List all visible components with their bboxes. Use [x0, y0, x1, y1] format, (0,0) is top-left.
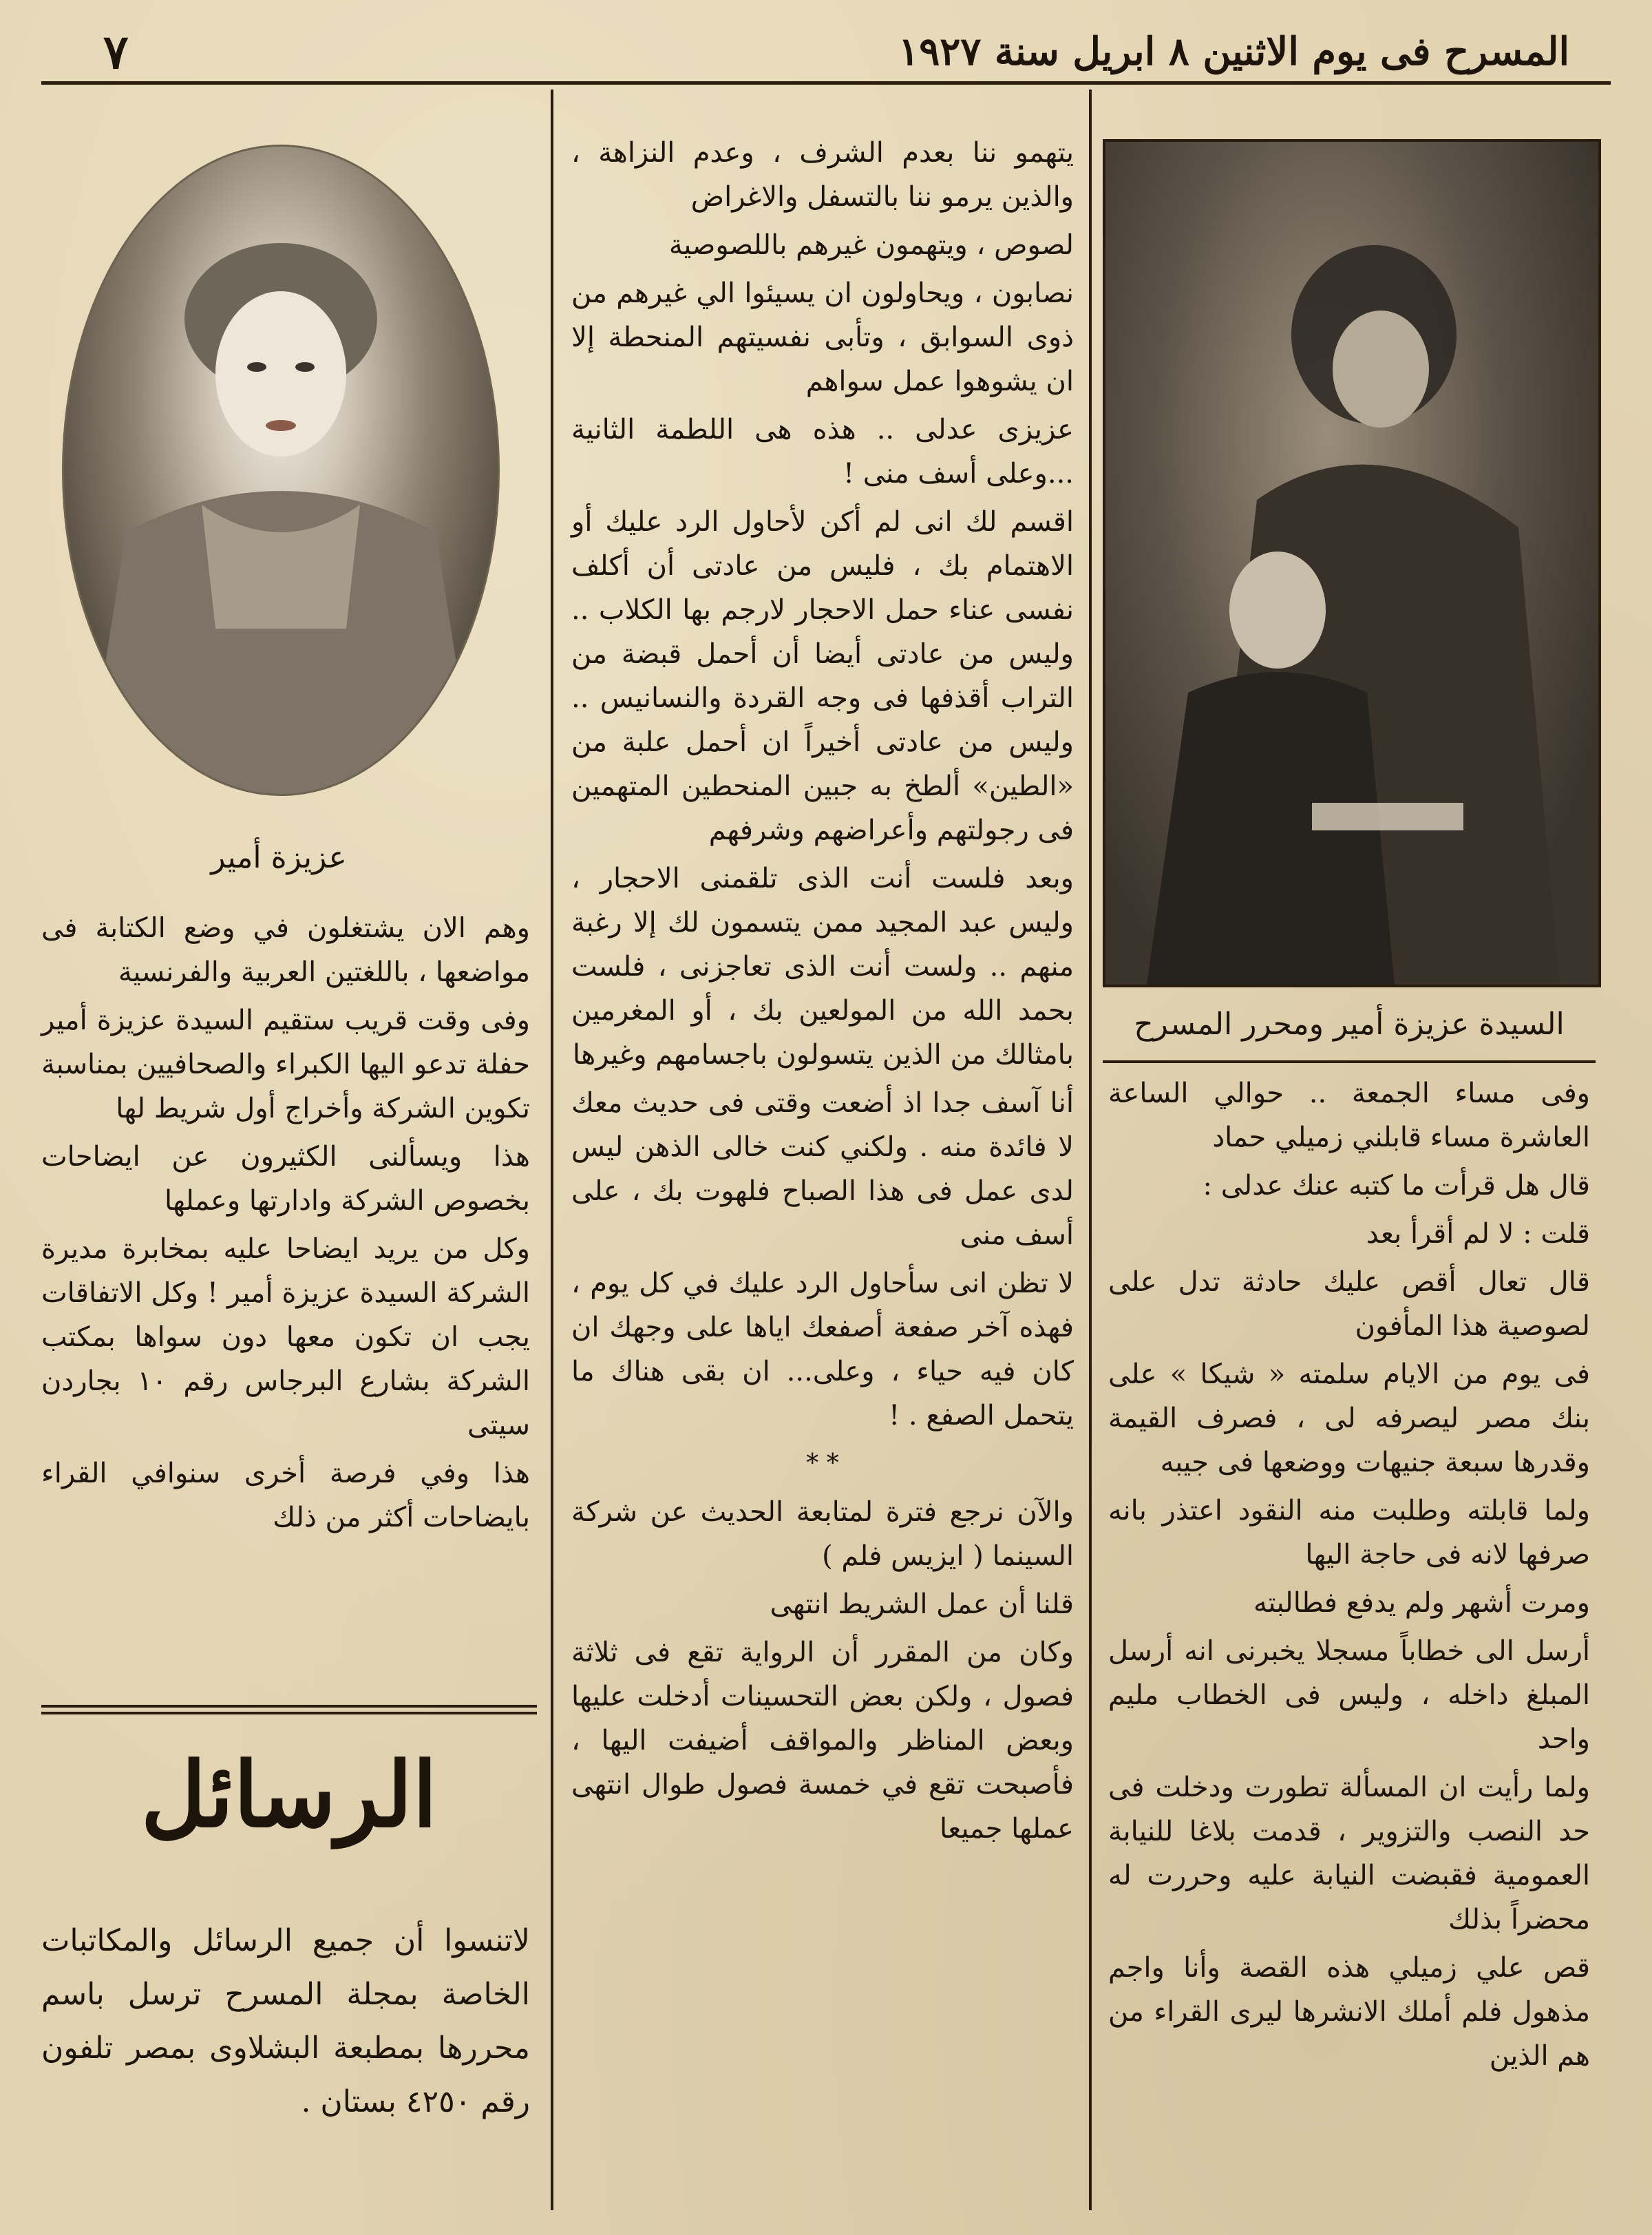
letters-top-rule-2: [41, 1712, 537, 1714]
portrait-image: [64, 147, 498, 794]
middle-paragraph: قلنا أن عمل الشريط انتهى: [770, 1588, 1074, 1620]
middle-paragraph: عزيزى عدلى .. هذه هى اللطمة الثانية ...وعلى أسف منى !: [571, 414, 1074, 490]
column-divider-right: [1089, 90, 1092, 2210]
left-column-text: [41, 906, 530, 1544]
middle-paragraph: وكان من المقرر أن الرواية تقع فى ثلاثة فصول ، ولكن بعض التحسينات أدخلت عليها وبعض المناظر والمواقف أضيفت اليها ، فأصبحت تقع في خمسة فصول طوال انتهى عملها جميعا: [571, 1637, 1074, 1845]
photo-figures-image: [1105, 142, 1598, 985]
right-paragraph: ولما قابلته وطلبت منه النقود اعتذر بانه صرفها لانه فى حاجة اليها: [1108, 1495, 1590, 1571]
portrait-caption: عزيزة أمير: [211, 840, 347, 875]
right-paragraph: ولما رأيت ان المسألة تطورت ودخلت فى حد النصب والتزوير ، قدمت بلاغا للنيابة العمومية فقبضت النيابة عليه وحررت له محضراً بذلك: [1108, 1772, 1590, 1935]
middle-paragraph: أنا آسف جدا اذ أضعت وقتى فى حديث معك لا فائدة منه . ولكني كنت خالى الذهن ليس لدى عمل فى هذا الصباح فلهوت بك ، على أسف منى: [571, 1087, 1074, 1251]
page-header: [41, 19, 1611, 81]
letters-top-rule: [41, 1705, 537, 1708]
column-divider-left: [551, 90, 553, 2210]
right-column-text: [1108, 1071, 1590, 2082]
right-paragraph: فى يوم من الايام سلمته « شيكا » على بنك مصر ليصرفه لى ، فصرف القيمة وقدرها سبعة جنيهات ووضعها فى جيبه: [1108, 1358, 1590, 1478]
letters-paragraph: لاتنسوا أن جميع الرسائل والمكاتبات الخاصة بمجلة المسرح ترسل باسم محررها بمطبعة البشلاوى بمصر تلفون رقم ٤٢٥٠ بستان .: [41, 1923, 530, 2119]
letters-section-title: الرسائل: [140, 1742, 438, 1847]
middle-paragraph: وبعد فلست أنت الذى تلقمنى الاحجار ، وليس عبد المجيد ممن يتسمون لك إلا رغبة منهم .. ولست أنت الذى تعاجزنى ، فلست بحمد الله من المولعين بك ، أو المغرمين بامثالك من الذين يتسولون باجسامهم وغيرها: [571, 863, 1074, 1071]
right-paragraph: قلت : لا لم أقرأ بعد: [1366, 1218, 1590, 1250]
right-paragraph: ومرت أشهر ولم يدفع فطالبته: [1253, 1587, 1590, 1619]
right-paragraph: أرسل الى خطاباً مسجلا يخبرنى انه أرسل المبلغ داخله ، وليس فى الخطاب مليم واحد: [1108, 1635, 1590, 1755]
caption-rule: [1103, 1060, 1596, 1063]
letters-text: [41, 1914, 530, 2133]
header-rule: [41, 81, 1611, 85]
middle-column-text: [571, 131, 1074, 1855]
right-paragraph: قال هل قرأت ما كتبه عنك عدلى :: [1203, 1170, 1590, 1202]
page-number: ٧: [103, 25, 129, 80]
middle-paragraph: والآن نرجع فترة لمتابعة الحديث عن شركة السينما ( ايزيس فلم ): [571, 1496, 1074, 1572]
right-paragraph: قص علي زميلي هذه القصة وأنا واجم مذهول فلم أملك الانشرها ليرى القراء من هم الذين: [1108, 1952, 1590, 2072]
photo-caption: السيدة عزيزة أمير ومحرر المسرح: [1134, 1007, 1565, 1042]
middle-paragraph: لا تظن انى سأحاول الرد عليك في كل يوم ، فهذه آخر صفعة أصفعك اياها على وجهك ان كان فيه حياء ، وعلى... ان بقى هناك ما يتحمل الصفع . !: [571, 1268, 1074, 1431]
middle-paragraph: نصابون ، ويحاولون ان يسيئوا الي غيرهم من ذوى السوابق ، وتأبى نفسيتهم المنحطة إلا ان يشوهوا عمل سواهم: [571, 277, 1074, 397]
left-paragraph: وهم الان يشتغلون في وضع الكتابة فى مواضعها ، باللغتين العربية والفرنسية: [41, 912, 530, 988]
left-paragraph: هذا وفي فرصة أخرى سنوافي القراء بايضاحات أكثر من ذلك: [41, 1458, 530, 1533]
photo-aziza-amir-and-editor: [1103, 139, 1601, 987]
middle-paragraph: يتهمو ننا بعدم الشرف ، وعدم النزاهة ، والذين يرمو ننا بالتسفل والاغراض: [571, 137, 1074, 213]
left-paragraph: وفى وقت قريب ستقيم السيدة عزيزة أمير حفلة تدعو اليها الكبراء والصحافيين بمناسبة تكوين الشركة وأخراج أول شريط لها: [41, 1005, 530, 1124]
portrait-aziza-amir: [62, 145, 500, 796]
middle-paragraph: اقسم لك انى لم أكن لأحاول الرد عليك أو الاهتمام بك ، فليس من عادتى أن أكلف نفسى عناء حمل الاحجار لارجم بها الكلاب .. وليس من عادتى أيضا أن أحمل قبضة من التراب أقذفها فى وجه القردة والنسانيس .. وليس من عادتى أخيراً ان أحمل علبة من «الطين» ألطخ به جبين المنحطين المتهمين فى رجولتهم وأعراضهم وشرفهم: [571, 506, 1074, 846]
right-paragraph: قال تعال أقص عليك حادثة تدل على لصوصية هذا المأفون: [1108, 1266, 1590, 1342]
section-separator: * *: [806, 1449, 839, 1478]
left-paragraph: هذا ويسألنى الكثيرون عن ايضاحات بخصوص الشركة وادارتها وعملها: [41, 1141, 530, 1217]
right-paragraph: وفى مساء الجمعة .. حوالي الساعة العاشرة مساء قابلني زميلي حماد: [1108, 1078, 1590, 1153]
page-title: المسرح فى يوم الاثنين ٨ ابريل سنة ١٩٢٧: [898, 29, 1569, 74]
left-paragraph: وكل من يريد ايضاحا عليه بمخابرة مديرة الشركة السيدة عزيزة أمير ! وكل الاتفاقات يجب ان تكون معها دون سواها بمكتب الشركة بشارع البرجاس رقم ١٠ بجاردن سيتى: [41, 1233, 530, 1441]
middle-paragraph: لصوص ، ويتهمون غيرهم باللصوصية: [668, 229, 1074, 261]
